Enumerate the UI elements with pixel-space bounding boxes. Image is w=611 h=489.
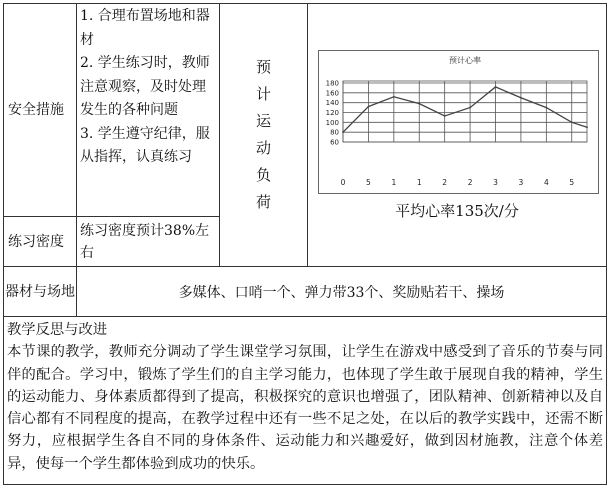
y-tick-label: 120 <box>325 109 339 117</box>
safety-item: 2. 学生练习时，教师注意观察，及时处理发生的各种问题 <box>80 55 210 118</box>
x-tick-label: 5 <box>569 178 575 187</box>
y-tick-label: 100 <box>325 118 339 127</box>
x-tick-label: 4 <box>543 178 549 187</box>
safety-item: 3. 学生遵守纪律，服从指挥，认真练习 <box>80 125 210 165</box>
exercise-load-label <box>220 4 308 267</box>
heart-rate-point <box>495 86 497 88</box>
heart-rate-point <box>393 96 395 98</box>
x-tick-label: 2 <box>442 178 448 187</box>
heart-rate-line <box>343 87 587 132</box>
x-tick-label: 1 <box>391 178 397 187</box>
safety-label: 安全措施 <box>4 4 77 217</box>
load-label-char: 负 <box>255 166 271 184</box>
safety-row <box>4 4 607 217</box>
x-tick-label: 2 <box>467 178 473 187</box>
equipment-row <box>4 267 607 317</box>
reflection-body: 本节课的教学，教师充分调动了学生课堂学习氛围，让学生在游戏中感受到了音乐的节奏与同伴的配合。学习中，锻炼了学生们的自主学习能力，也体现了学生敢于展现自我的精神，学生的运动能力、身体素质都得到了提高，积极探究的意识也增强了，团队精神、创新精神以及自信心都有不同程度的提高，在教学过程中还有一些不足之处，在以后的教学实践中，还需不断努力，应根据学生各自不同的身体条件、运动能力和兴趣爱好，做到因材施教，注意个体差异，使每一个学生都体验到成功的快乐。 <box>7 344 603 472</box>
average-heart-rate: 平均心率135次/分 <box>395 202 519 220</box>
heart-rate-point <box>342 131 344 133</box>
heart-rate-point <box>418 103 420 105</box>
heart-rate-point <box>586 126 588 128</box>
reflection-row <box>4 317 607 485</box>
heart-rate-chart-cell <box>308 4 607 267</box>
equipment-label: 器材与场地 <box>4 267 77 317</box>
heart-rate-chart-svg <box>319 51 598 193</box>
reflection-cell <box>4 317 607 485</box>
load-label-char: 荷 <box>255 193 271 211</box>
density-value: 练习密度预计38%左右 <box>77 217 220 267</box>
heart-rate-point <box>444 115 446 117</box>
equipment-value: 多媒体、口哨一个、弹力带33个、奖励贴若干、操场 <box>77 267 607 317</box>
x-tick-label: 5 <box>366 178 371 187</box>
heart-rate-point <box>368 106 370 108</box>
y-tick-label: 180 <box>325 79 339 88</box>
load-label-char: 计 <box>255 85 271 103</box>
safety-item: 1. 合理布置场地和器材 <box>80 8 210 48</box>
y-tick-label: 160 <box>325 89 339 98</box>
load-label-char: 预 <box>255 58 271 76</box>
load-label-char: 运 <box>255 112 271 130</box>
x-tick-label: 1 <box>416 178 422 187</box>
reflection-title: 教学反思与改进 <box>7 322 108 338</box>
heart-rate-point <box>469 107 471 109</box>
load-label-char: 动 <box>255 139 271 157</box>
chart-title: 预计心率 <box>449 56 481 65</box>
heart-rate-point <box>520 97 522 99</box>
lesson-plan-page <box>3 3 607 485</box>
heart-rate-point <box>545 107 547 109</box>
plot-border <box>343 81 587 142</box>
y-tick-label: 80 <box>330 128 339 137</box>
lesson-plan-table <box>3 3 607 485</box>
safety-measures-list <box>77 4 220 217</box>
x-tick-label: 0 <box>340 178 346 187</box>
heart-rate-point <box>571 121 573 123</box>
x-tick-label: 3 <box>518 178 524 187</box>
y-tick-label: 60 <box>330 138 339 147</box>
density-label: 练习密度 <box>4 217 77 267</box>
x-tick-label: 3 <box>493 178 498 187</box>
y-tick-label: 140 <box>325 99 339 108</box>
heart-rate-chart <box>318 50 599 194</box>
